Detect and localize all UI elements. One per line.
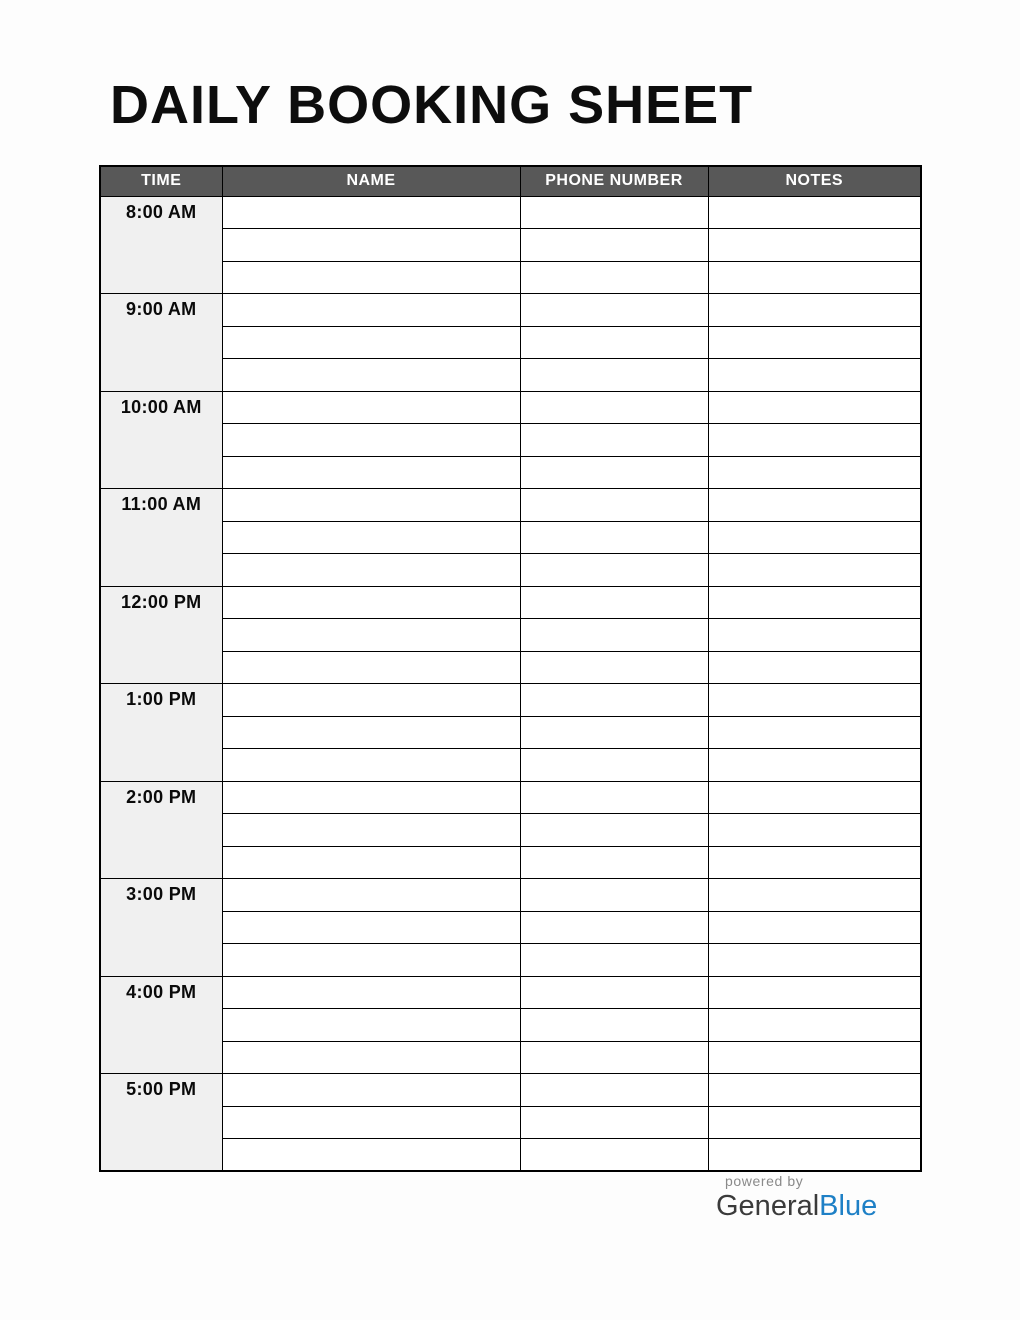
phone-entry-cell[interactable] [520,716,708,749]
booking-row [100,651,921,684]
booking-row [100,359,921,392]
phone-entry-cell[interactable] [520,976,708,1009]
notes-entry-cell[interactable] [708,554,921,587]
page-title: DAILY BOOKING SHEET [110,75,754,135]
time-slot-label: 3:00 PM [100,879,222,977]
phone-entry-cell[interactable] [520,554,708,587]
phone-entry-cell[interactable] [520,294,708,327]
notes-entry-cell[interactable] [708,651,921,684]
phone-entry-cell[interactable] [520,814,708,847]
phone-entry-cell[interactable] [520,359,708,392]
booking-row [100,196,921,229]
name-entry-cell[interactable] [222,424,520,457]
booking-row [100,229,921,262]
notes-entry-cell[interactable] [708,1041,921,1074]
phone-entry-cell[interactable] [520,326,708,359]
time-slot-label: 2:00 PM [100,781,222,879]
phone-entry-cell[interactable] [520,846,708,879]
name-entry-cell[interactable] [222,196,520,229]
booking-row [100,619,921,652]
phone-entry-cell[interactable] [520,1041,708,1074]
booking-row [100,326,921,359]
booking-row [100,684,921,717]
notes-entry-cell[interactable] [708,521,921,554]
name-entry-cell[interactable] [222,294,520,327]
notes-entry-cell[interactable] [708,456,921,489]
powered-by-label: powered by [725,1173,804,1189]
name-entry-cell[interactable] [222,456,520,489]
name-entry-cell[interactable] [222,1041,520,1074]
name-entry-cell[interactable] [222,846,520,879]
name-entry-cell[interactable] [222,1106,520,1139]
notes-entry-cell[interactable] [708,749,921,782]
notes-entry-cell[interactable] [708,1106,921,1139]
phone-entry-cell[interactable] [520,944,708,977]
logo-text-blue: Blue [819,1189,878,1222]
notes-entry-cell[interactable] [708,716,921,749]
booking-row [100,1139,921,1172]
notes-entry-cell[interactable] [708,911,921,944]
column-header-name: NAME [222,166,520,196]
booking-row [100,814,921,847]
booking-row [100,781,921,814]
notes-entry-cell[interactable] [708,619,921,652]
name-entry-cell[interactable] [222,1009,520,1042]
booking-row [100,456,921,489]
column-header-time: TIME [100,166,222,196]
booking-row [100,586,921,619]
booking-row [100,846,921,879]
booking-row [100,424,921,457]
notes-entry-cell[interactable] [708,489,921,522]
name-entry-cell[interactable] [222,749,520,782]
phone-entry-cell[interactable] [520,229,708,262]
time-slot-label: 9:00 AM [100,294,222,392]
phone-entry-cell[interactable] [520,456,708,489]
notes-entry-cell[interactable] [708,326,921,359]
booking-row [100,1074,921,1107]
booking-row [100,716,921,749]
phone-entry-cell[interactable] [520,749,708,782]
name-entry-cell[interactable] [222,911,520,944]
notes-entry-cell[interactable] [708,196,921,229]
notes-entry-cell[interactable] [708,586,921,619]
logo-text-general: General [716,1189,820,1222]
name-entry-cell[interactable] [222,1139,520,1172]
notes-entry-cell[interactable] [708,1074,921,1107]
name-entry-cell[interactable] [222,359,520,392]
phone-entry-cell[interactable] [520,684,708,717]
name-entry-cell[interactable] [222,814,520,847]
column-header-notes: NOTES [708,166,921,196]
phone-entry-cell[interactable] [520,586,708,619]
phone-entry-cell[interactable] [520,424,708,457]
phone-entry-cell[interactable] [520,1139,708,1172]
booking-row [100,521,921,554]
notes-entry-cell[interactable] [708,1009,921,1042]
booking-row [100,1041,921,1074]
booking-row [100,554,921,587]
name-entry-cell[interactable] [222,489,520,522]
phone-entry-cell[interactable] [520,1074,708,1107]
booking-row [100,749,921,782]
generalblue-logo [716,1191,877,1221]
time-slot-label: 4:00 PM [100,976,222,1074]
phone-entry-cell[interactable] [520,651,708,684]
booking-row [100,1106,921,1139]
phone-entry-cell[interactable] [520,521,708,554]
name-entry-cell[interactable] [222,944,520,977]
notes-entry-cell[interactable] [708,1139,921,1172]
name-entry-cell[interactable] [222,521,520,554]
name-entry-cell[interactable] [222,976,520,1009]
name-entry-cell[interactable] [222,326,520,359]
booking-row [100,911,921,944]
notes-entry-cell[interactable] [708,261,921,294]
name-entry-cell[interactable] [222,651,520,684]
phone-entry-cell[interactable] [520,1009,708,1042]
booking-row [100,489,921,522]
booking-row [100,944,921,977]
footer-brand [716,1174,877,1221]
time-slot-label: 1:00 PM [100,684,222,782]
time-slot-label: 11:00 AM [100,489,222,587]
notes-entry-cell[interactable] [708,781,921,814]
notes-entry-cell[interactable] [708,294,921,327]
booking-row [100,976,921,1009]
notes-entry-cell[interactable] [708,359,921,392]
notes-entry-cell[interactable] [708,879,921,912]
phone-entry-cell[interactable] [520,1106,708,1139]
phone-entry-cell[interactable] [520,261,708,294]
phone-entry-cell[interactable] [520,489,708,522]
notes-entry-cell[interactable] [708,846,921,879]
notes-entry-cell[interactable] [708,814,921,847]
time-slot-label: 5:00 PM [100,1074,222,1172]
notes-entry-cell[interactable] [708,684,921,717]
time-slot-label: 8:00 AM [100,196,222,294]
booking-row [100,391,921,424]
booking-row [100,261,921,294]
booking-row [100,1009,921,1042]
notes-entry-cell[interactable] [708,424,921,457]
name-entry-cell[interactable] [222,391,520,424]
name-entry-cell[interactable] [222,554,520,587]
notes-entry-cell[interactable] [708,976,921,1009]
booking-row [100,294,921,327]
phone-entry-cell[interactable] [520,911,708,944]
name-entry-cell[interactable] [222,684,520,717]
name-entry-cell[interactable] [222,619,520,652]
phone-entry-cell[interactable] [520,391,708,424]
table-header-row [100,166,921,196]
phone-entry-cell[interactable] [520,196,708,229]
name-entry-cell[interactable] [222,261,520,294]
notes-entry-cell[interactable] [708,944,921,977]
time-slot-label: 12:00 PM [100,586,222,684]
name-entry-cell[interactable] [222,1074,520,1107]
notes-entry-cell[interactable] [708,391,921,424]
name-entry-cell[interactable] [222,586,520,619]
name-entry-cell[interactable] [222,716,520,749]
name-entry-cell[interactable] [222,879,520,912]
name-entry-cell[interactable] [222,781,520,814]
name-entry-cell[interactable] [222,229,520,262]
phone-entry-cell[interactable] [520,619,708,652]
phone-entry-cell[interactable] [520,781,708,814]
booking-row [100,879,921,912]
phone-entry-cell[interactable] [520,879,708,912]
time-slot-label: 10:00 AM [100,391,222,489]
booking-table [99,165,922,1172]
notes-entry-cell[interactable] [708,229,921,262]
column-header-phone-number: PHONE NUMBER [520,166,708,196]
